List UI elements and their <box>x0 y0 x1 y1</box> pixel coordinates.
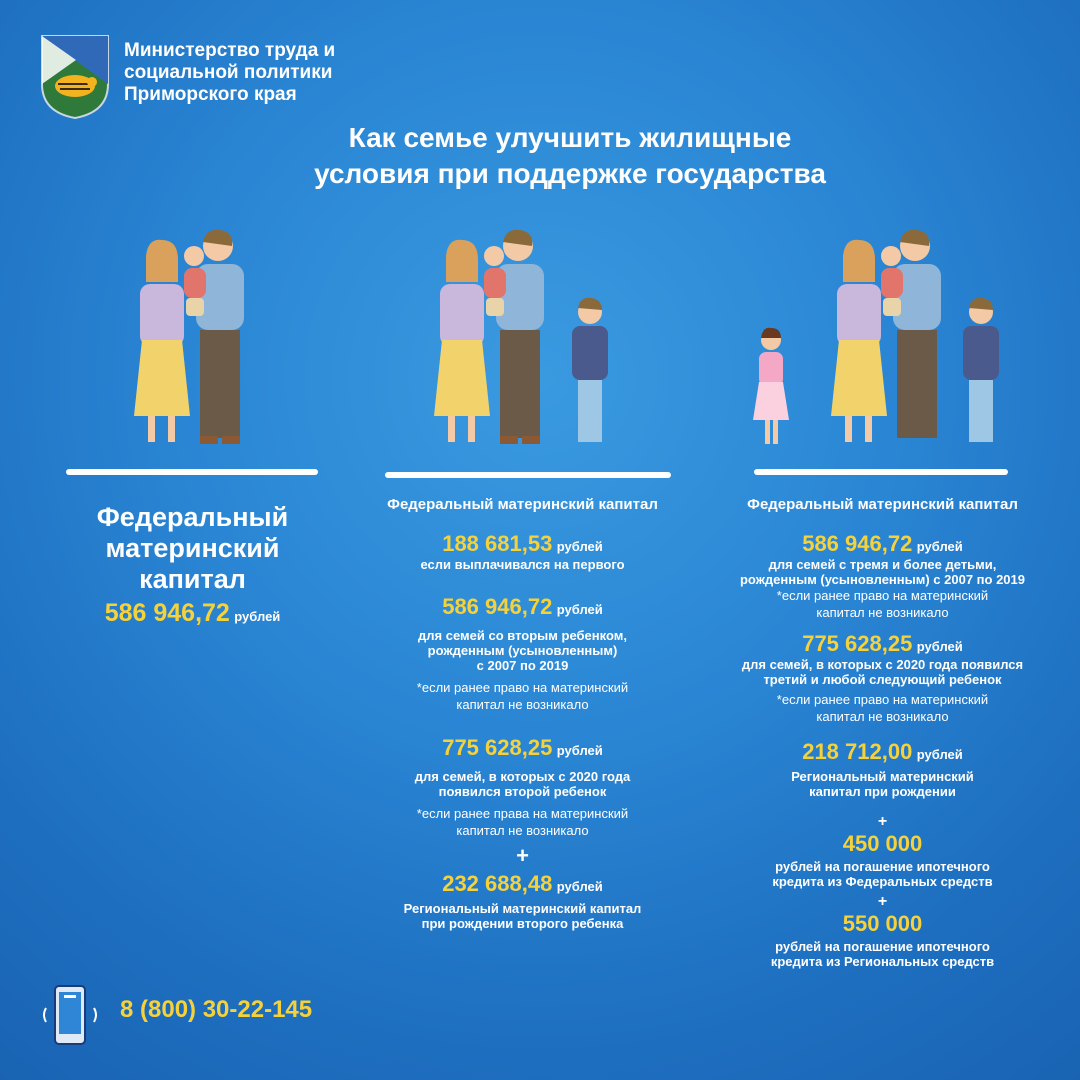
title-line-2: условия при поддержке государства <box>314 158 826 189</box>
col2-amount-4: 232 688,48 <box>442 871 553 896</box>
boy-figure <box>572 298 608 442</box>
family-illustration-three-children <box>745 220 1015 450</box>
ministry-name <box>124 40 335 106</box>
col3-desc-2-line-2: третий и любой следующий ребенок <box>763 672 1002 687</box>
col1-amount: 586 946,72 <box>104 599 230 627</box>
col3-unit-1: рублей <box>916 539 963 554</box>
divider-col2 <box>385 472 671 478</box>
col2-unit-2: рублей <box>556 602 603 617</box>
col2-note-3-line-1: *если ранее права на материнский <box>416 806 629 821</box>
mother-figure <box>831 240 887 442</box>
column-two-children <box>350 496 695 931</box>
girl-figure <box>753 328 789 444</box>
col3-amount-3: 218 712,00 <box>802 739 913 764</box>
col3-amount-5: 550 000 <box>842 911 923 936</box>
mother-figure <box>434 240 490 442</box>
col2-desc-1: если выплачивался на первого <box>420 557 625 572</box>
ministry-line-1: Министерство труда и <box>124 40 336 61</box>
col2-amount-3: 775 628,25 <box>442 735 553 760</box>
col3-desc-4-line-1: рублей на погашение ипотечного <box>775 859 990 874</box>
divider-col3 <box>754 469 1008 475</box>
column-one-child <box>60 502 325 628</box>
family-illustration-one-child <box>120 220 260 450</box>
col3-desc-4-line-2: кредита из Федеральных средств <box>772 874 993 889</box>
col3-unit-2: рублей <box>916 639 963 654</box>
col2-desc-2-line-2: рожденным (усыновленным) <box>427 643 618 658</box>
ministry-line-3: Приморского края <box>124 84 297 105</box>
col3-unit-3: рублей <box>916 747 963 762</box>
phone-icon <box>40 984 100 1046</box>
col3-heading: Федеральный материнский капитал <box>747 496 1018 513</box>
divider-col1 <box>66 469 318 475</box>
col3-desc-2-line-1: для семей, в которых с 2020 года появился <box>741 657 1024 672</box>
page-title <box>140 120 1000 192</box>
col2-desc-2-line-3: с 2007 по 2019 <box>476 658 569 673</box>
col3-desc-3-line-1: Региональный материнский <box>791 769 974 784</box>
col2-desc-4-line-1: Региональный материнский капитал <box>403 901 642 916</box>
col3-amount-1: 586 946,72 <box>802 531 913 556</box>
col3-plus-2: + <box>877 893 888 910</box>
col3-plus-1: + <box>877 813 888 830</box>
column-three-children <box>715 496 1050 969</box>
col2-desc-2-line-1: для семей со вторым ребенком, <box>418 628 627 643</box>
col2-note-3-line-2: капитал не возникало <box>456 823 589 838</box>
col2-plus: + <box>516 843 529 868</box>
col3-amount-2: 775 628,25 <box>802 631 913 656</box>
baby-figure <box>184 246 206 316</box>
col2-unit-1: рублей <box>556 539 603 554</box>
col2-note-2-line-1: *если ранее право на материнский <box>416 680 629 695</box>
boy-figure <box>963 298 999 442</box>
col3-desc-3-line-2: капитал при рождении <box>809 784 956 799</box>
ministry-line-2: социальной политики <box>124 62 333 83</box>
col3-desc-1-line-2: рожденным (усыновленным) с 2007 по 2019 <box>739 572 1025 587</box>
baby-figure <box>484 246 506 316</box>
col1-label-line-1: Федеральный <box>96 502 289 532</box>
col2-desc-3-line-2: появился второй ребенок <box>438 784 607 799</box>
col2-amount-1: 188 681,53 <box>442 531 553 556</box>
family-illustration-two-children <box>420 220 620 450</box>
coat-of-arms-logo <box>40 34 110 120</box>
col2-amount-2: 586 946,72 <box>442 594 553 619</box>
col2-desc-3-line-1: для семей, в которых с 2020 года <box>414 769 631 784</box>
father-figure <box>496 230 544 444</box>
col2-note-2-line-2: капитал не возникало <box>456 697 589 712</box>
col3-note-2-line-1: *если ранее право на материнский <box>776 692 989 707</box>
col2-heading: Федеральный материнский капитал <box>387 496 658 513</box>
baby-figure <box>881 246 903 316</box>
title-line-1: Как семье улучшить жилищные <box>348 122 792 153</box>
col1-label-line-3: капитал <box>139 564 246 594</box>
col3-amount-4: 450 000 <box>842 831 923 856</box>
col3-note-1-line-1: *если ранее право на материнский <box>776 588 989 603</box>
col1-unit: рублей <box>234 609 281 624</box>
col2-desc-4-line-2: при рождении второго ребенка <box>421 916 624 931</box>
col1-label-line-2: материнский <box>105 533 280 563</box>
father-figure <box>196 230 244 444</box>
mother-figure <box>134 240 190 442</box>
col2-unit-3: рублей <box>556 743 603 758</box>
col3-note-2-line-2: капитал не возникало <box>816 709 949 724</box>
father-figure <box>893 230 941 438</box>
col3-note-1-line-2: капитал не возникало <box>816 605 949 620</box>
col3-desc-5-line-2: кредита из Региональных средств <box>770 954 995 969</box>
col2-unit-4: рублей <box>556 879 603 894</box>
col3-desc-5-line-1: рублей на погашение ипотечного <box>775 939 990 954</box>
hotline-phone[interactable]: 8 (800) 30-22-145 <box>120 996 313 1023</box>
col3-desc-1-line-1: для семей с тремя и более детьми, <box>768 557 997 572</box>
